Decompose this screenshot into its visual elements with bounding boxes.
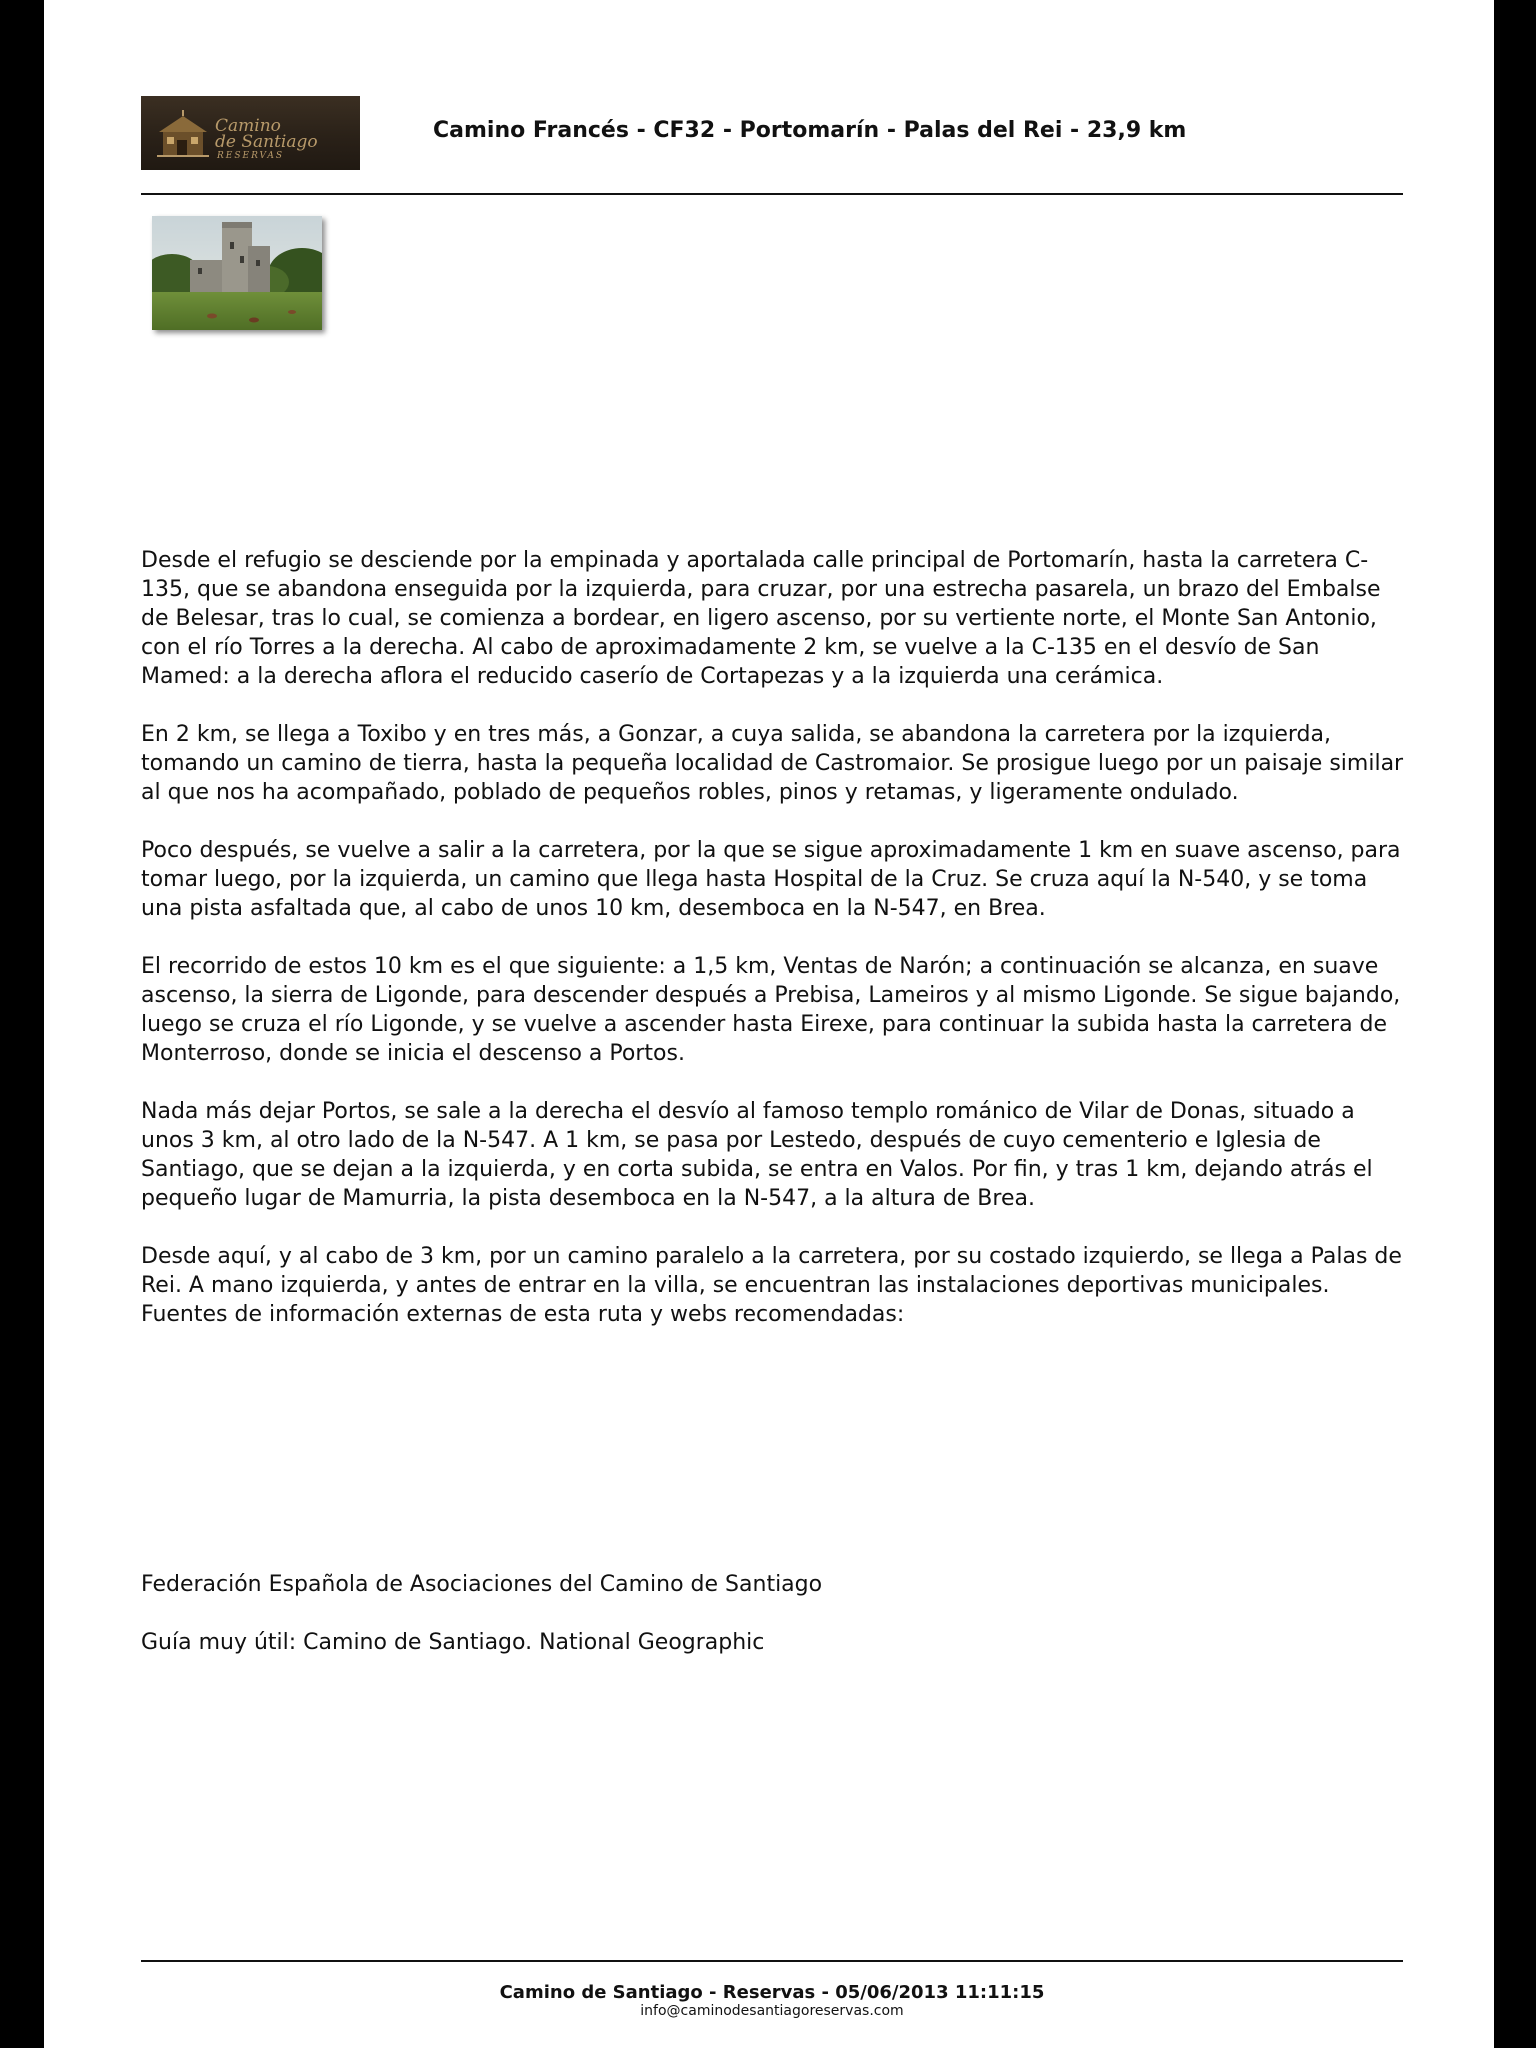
page-title: Camino Francés - CF32 - Portomarín - Palas del Rei - 23,9 km xyxy=(433,118,1187,143)
castle-landscape-image xyxy=(152,216,322,330)
logo-text-reservas: RESERVAS xyxy=(217,151,285,161)
logo-text-camino: Camino xyxy=(215,116,281,136)
route-photo xyxy=(152,216,322,330)
page-footer xyxy=(141,1983,1403,2019)
page-header xyxy=(141,96,1403,194)
document-page xyxy=(44,0,1494,2048)
footer-divider xyxy=(141,1960,1403,1962)
paragraph: Nada más dejar Portos, se sale a la derecha el desvío al famoso templo románico de Vilar de Donas, situado a unos 3 km, al otro lado de la N-547. A 1 km, se pasa por Lestedo, después de cuyo cementerio e Iglesia de Santiago, que se dejan a la izquierda, y en corta subida, se entra en Valos. Por fin, y tras 1 km, dejando atrás el pequeño lugar de Mamurria, la pista desemboca en la N-547, a la altura de Brea. xyxy=(141,1099,1373,1211)
brand-logo xyxy=(141,96,360,170)
recommended-links xyxy=(141,1570,1341,1686)
footer-email: info@caminodesantiagoreservas.com xyxy=(640,2003,904,2019)
paragraph: Desde aquí, y al cabo de 3 km, por un camino paralelo a la carretera, por su costado izquierdo, se llega a Palas de Rei. A mano izquierda, y antes de entrar en la villa, se encuentran las instalaciones deportivas municipales. xyxy=(141,1244,1402,1298)
link-federacion[interactable]: Federación Española de Asociaciones del Camino de Santiago xyxy=(141,1572,823,1597)
paragraph: El recorrido de estos 10 km es el que siguiente: a 1,5 km, Ventas de Narón; a continuación se alcanza, en suave ascenso, la sierra de Ligonde, para descender después a Prebisa, Lameiros y al mismo Ligonde. Se sigue bajando, luego se cruza el río Ligonde, y se vuelve a ascender hasta Eirexe, para continuar la subida hasta la carretera de Monterroso, donde se inicia el descenso a Portos. xyxy=(141,954,1401,1066)
paragraph: Poco después, se vuelve a salir a la carretera, por la que se sigue aproximadamente 1 km en suave ascenso, para tomar luego, por la izquierda, un camino que llega hasta Hospital de la Cruz. Se cruza aquí la N-540, y se toma una pista asfaltada que, al cabo de unos 10 km, desemboca en la N-547, en Brea. xyxy=(141,838,1401,921)
building-icon xyxy=(155,110,211,160)
header-divider xyxy=(141,193,1403,195)
route-description xyxy=(141,546,1411,1329)
logo-text-de-santiago: de Santiago xyxy=(215,132,318,152)
footer-title: Camino de Santiago - Reservas - 05/06/2013 11:11:15 xyxy=(499,1982,1045,2003)
link-guia-national-geographic[interactable]: Guía muy útil: Camino de Santiago. National Geographic xyxy=(141,1630,765,1655)
paragraph: En 2 km, se llega a Toxibo y en tres más, a Gonzar, a cuya salida, se abandona la carretera por la izquierda, tomando un camino de tierra, hasta la pequeña localidad de Castromaior. Se prosigue luego por un paisaje similar al que nos ha acompañado, poblado de pequeños robles, pinos y retamas, y ligeramente ondulado. xyxy=(141,722,1404,805)
paragraph: Desde el refugio se desciende por la empinada y aportalada calle principal de Portomarín, hasta la carretera C-135, que se abandona enseguida por la izquierda, para cruzar, por una estrecha pasarela, un brazo del Embalse de Belesar, tras lo cual, se comienza a bordear, en ligero ascenso, por su vertiente norte, el Monte San Antonio, con el río Torres a la derecha. Al cabo de aproximadamente 2 km, se vuelve a la C-135 en el desvío de San Mamed: a la derecha aflora el reducido caserío de Cortapezas y a la izquierda una cerámica. xyxy=(141,548,1381,689)
sources-intro: Fuentes de información externas de esta ruta y webs recomendadas: xyxy=(141,1302,905,1327)
